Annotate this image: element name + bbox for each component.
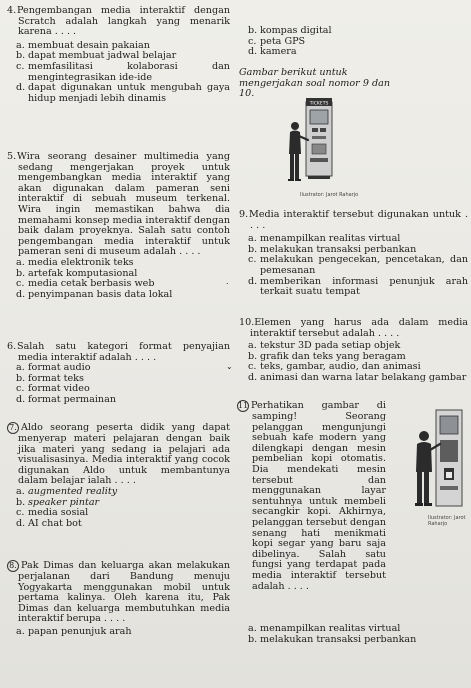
option-c[interactable]: c. media sosial [16, 507, 89, 519]
option-b[interactable]: b. kompas digital [248, 25, 332, 36]
option-a[interactable]: a. membuat desain pakaian [16, 39, 150, 51]
question-7: 7. Aldo seorang peserta didik yang dapat menyerap materi pelajaran dengan baik jika materi yang sedang ia pelajari ada visualisasinya. Media interaktif yang cocok digunakan Aldo untuk membantunya dalam belajar ialah . . . . a. augmented reality b. speaker pintar c. media sosial d. AI chat bot [4, 422, 230, 529]
option-b[interactable]: b. speaker pintar [16, 496, 100, 508]
question-9: 9.Media interaktif tersebut digunakan untuk . . . . a. menampilkan realitas virtual b. melakukan transaksi perbankan c. melakukan pengecekan, pencetakan, dan pemesanan . d. memberikan informasi penunjuk arah terkait suatu tempat [226, 209, 468, 298]
option-a[interactable]: a. papan penunjuk arah [16, 625, 132, 637]
option-b[interactable]: b. melakukan transaksi perbankan [248, 633, 417, 645]
question-number: 4. [7, 5, 17, 16]
option-a[interactable]: a. tekstur 3D pada setiap objek [248, 340, 401, 352]
option-c[interactable]: c. format video [16, 383, 90, 395]
option-d[interactable]: . d. memberikan informasi penunjuk arah terkait suatu tempat [226, 275, 468, 298]
option-b[interactable]: b. grafik dan teks yang beragam [248, 350, 406, 362]
question-10: 10.Elemen yang harus ada dalam media interaktif tersebut adalah . . . . a. tekstur 3D pada setiap objek b. grafik dan teks yang beragam ⌄ c. teks, gambar, audio, dan animasi d. animasi dan warna latar belakang gambar [226, 317, 468, 383]
option-b[interactable]: b. format teks [16, 372, 84, 384]
option-b[interactable]: b. dapat membuat jadwal belajar [16, 50, 177, 62]
option-d[interactable]: d. kamera [248, 46, 297, 58]
option-a[interactable]: a. menampilkan realitas virtual [248, 623, 401, 634]
question-text: Pengembangan media interaktif dengan Scratch adalah langkah yang menarik karena . . . . [17, 5, 230, 38]
question-6: 6.Salah satu kategori format penyajian media interaktif adalah . . . . a. format audio b. format teks c. format video d. format permainan [4, 342, 230, 406]
coffee-machine-illustration [412, 406, 464, 516]
question-8: 8. Pak Dimas dan keluarga akan melakukan perjalanan dari Bandung menuju Yogyakarta menggunakan mobil untuk pertama kalinya. Oleh karena itu, Pak Dimas dan keluarga membutuhkan media interaktif berupa . . . . a. papan penunjuk arah [4, 560, 230, 638]
option-a[interactable]: a. augmented reality [16, 485, 118, 497]
option-c[interactable]: c. memfasilitasi kolaborasi dan mengintegrasikan ide-ide [16, 60, 230, 83]
sign-text: TICKETS [309, 101, 329, 107]
option-b[interactable]: b. artefak komputasional [16, 267, 138, 279]
ticket-machine-illustration [286, 96, 338, 206]
option-c[interactable]: c. media cetak berbasis web [16, 278, 155, 290]
option-d[interactable]: d. animasi dan warna latar belakang gambar [248, 371, 467, 383]
question-11: 11 Perhatikan gambar di samping! Seorang pelanggan mengunjungi sebuah kafe modern yang dilengkapi dengan mesin pembelian kopi otomatis. Dia mendekati mesin tersebut dan menggunakan layar sentuhnya untuk membeli secangkir kopi. Akhirnya, pelanggan tersebut dengan senang hati menikmati kopi segar yang baru saja dibelinya. Salah satu fungsi yang terdapat pada media interaktif tersebut adalah . . . . [238, 400, 386, 592]
question-4 [4, 6, 230, 104]
illustrator-caption-2: Ilustrator: Jarot Raharjo [428, 515, 466, 527]
ticket-machine-icon [286, 96, 338, 196]
option-b[interactable]: b. melakukan transaksi perbankan [248, 243, 417, 255]
illustrator-caption: Ilustrator: Jarot Raharjo [300, 192, 359, 198]
option-c[interactable]: ⌄ c. teks, gambar, audio, dan animasi [226, 361, 421, 373]
option-d[interactable]: d. penyimpanan basis data lokal [16, 288, 173, 300]
option-d[interactable]: d. format permainan [16, 393, 117, 405]
option-d[interactable]: d. AI chat bot [16, 517, 82, 529]
coffee-machine-icon [412, 406, 464, 516]
option-c[interactable]: c. melakukan pengecekan, pencetakan, dan pemesanan [248, 254, 468, 276]
option-a[interactable]: a. media elektronik teks [16, 256, 134, 268]
question-4-continued [236, 26, 468, 58]
instruction: Gambar berikut untuk mengerjakan soal nomor 9 dan 10. [239, 67, 391, 100]
option-a[interactable]: a. menampilkan realitas virtual [248, 233, 401, 245]
question-5: 5.Wira seorang desainer multimedia yang sedang mengerjakan proyek untuk mengembangkan media interaktif yang akan digunakan dalam pameran seni interaktif di sebuah museum terkenal. Wira ingin memastikan bahwa dia memahami konsep media interaktif dengan baik dalam proyeknya. Salah satu contoh pengembangan media interaktif untuk pameran seni di museum adalah . . . . a. media elektronik teks b. artefak komputasional c. media cetak berbasis web d. penyimpanan basis data lokal [4, 152, 230, 300]
option-a[interactable]: a. format audio [16, 362, 91, 374]
question-11-options [236, 624, 468, 645]
option-c[interactable]: c. peta GPS [248, 35, 306, 47]
option-d[interactable]: d. dapat digunakan untuk mengubah gaya hidup menjadi lebih dinamis [16, 82, 230, 104]
